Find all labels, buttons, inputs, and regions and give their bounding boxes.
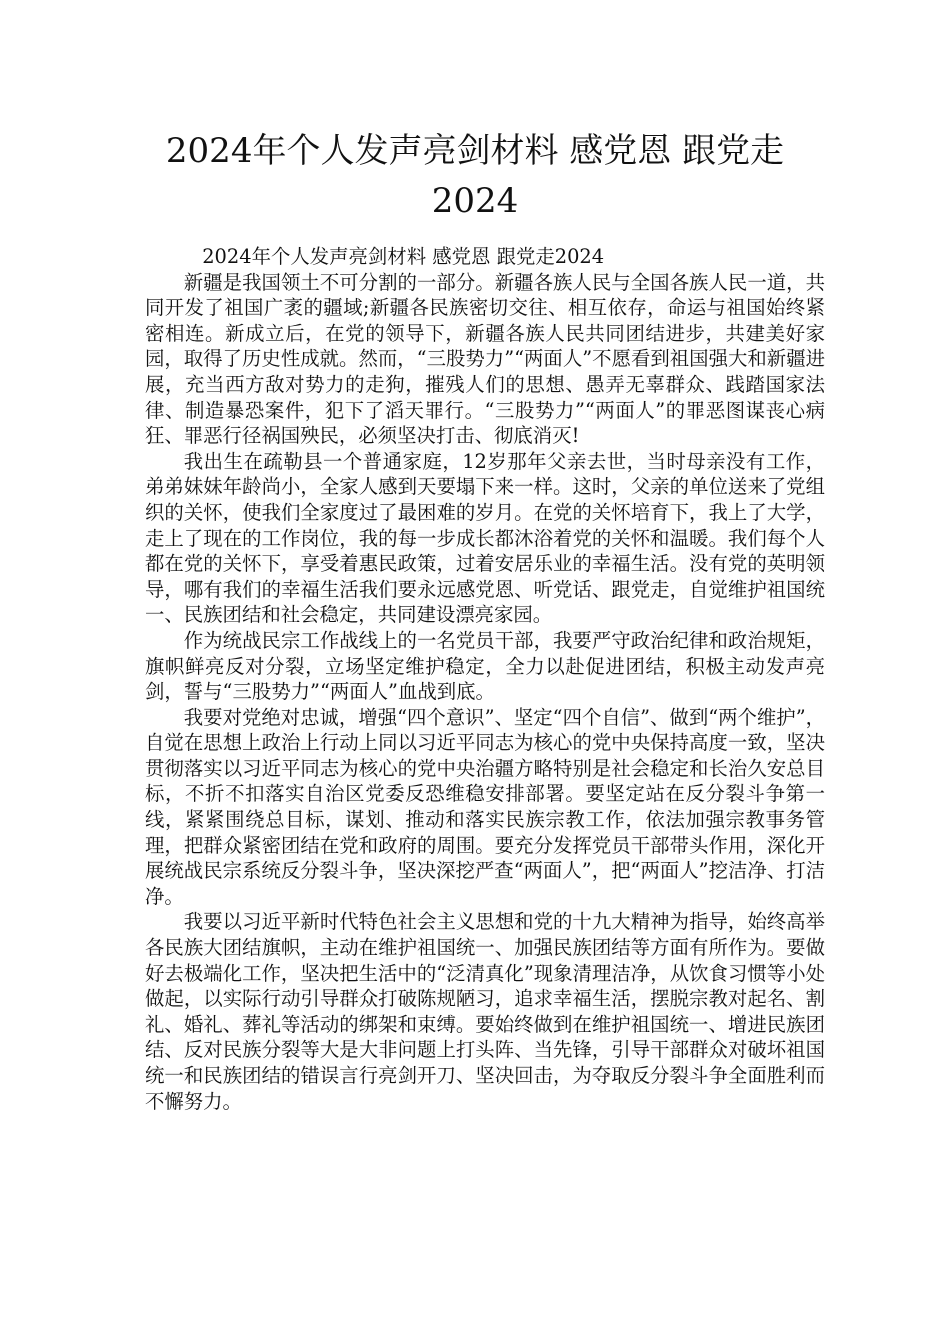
document-body	[145, 244, 825, 1114]
paragraph: 新疆是我国领土不可分割的一部分。新疆各族人民与全国各族人民一道，共同开发了祖国广袤的疆域;新疆各民族密切交往、相互依存，命运与祖国始终紧密相连。新成立后，在党的领导下，新疆各族人民共同团结进步，共建美好家园，取得了历史性成就。然而，“三股势力”“两面人”不愿看到祖国强大和新疆进展，充当西方敌对势力的走狗，摧残人们的思想、愚弄无辜群众、践踏国家法律、制造暴恐案件，犯下了滔天罪行。“三股势力”“两面人”的罪恶图谋丧心病狂、罪恶行径祸国殃民，必须坚决打击、彻底消灭!	[145, 270, 825, 448]
paragraph: 我要对党绝对忠诚，增强“四个意识”、坚定“四个自信”、做到“两个维护”，自觉在思想上政治上行动上同以习近平同志为核心的党中央保持高度一致，坚决贯彻落实以习近平同志为核心的党中央治疆方略特别是社会稳定和长治久安总目标，不折不扣落实自治区党委反恐维稳安排部署。要坚定站在反分裂斗争第一线，紧紧围绕总目标，谋划、推动和落实民族宗教工作，依法加强宗教事务管理，把群众紧密团结在党和政府的周围。要充分发挥党员干部带头作用，深化开展统战民宗系统反分裂斗争，坚决深挖严查“两面人”，把“两面人”挖洁净、打洁净。	[145, 705, 825, 908]
paragraph: 作为统战民宗工作战线上的一名党员干部，我要严守政治纪律和政治规矩，旗帜鲜亮反对分裂，立场坚定维护稳定，全力以赴促进团结，积极主动发声亮剑，誓与“三股势力”“两面人”血战到底。	[145, 628, 825, 704]
document-subtitle: 2024年个人发声亮剑材料 感党恩 跟党走2024	[202, 245, 605, 268]
document-title	[120, 126, 830, 226]
paragraph: 我要以习近平新时代特色社会主义思想和党的十九大精神为指导，始终高举各民族大团结旗帜，主动在维护祖国统一、加强民族团结等方面有所作为。要做好去极端化工作，坚决把生活中的“泛清真化”现象清理洁净，从饮食习惯等小处做起，以实际行动引导群众打破陈规陋习，追求幸福生活，摆脱宗教对起名、割礼、婚礼、葬礼等活动的绑架和束缚。要始终做到在维护祖国统一、增进民族团结、反对民族分裂等大是大非问题上打头阵、当先锋，引导干部群众对破坏祖国统一和民族团结的错误言行亮剑开刀、坚决回击，为夺取反分裂斗争全面胜利而不懈努力。	[145, 910, 825, 1113]
paragraph: 我出生在疏勒县一个普通家庭，12岁那年父亲去世，当时母亲没有工作，弟弟妹妹年龄尚小，全家人感到天要塌下来一样。这时，父亲的单位送来了党组织的关怀，使我们全家度过了最困难的岁月。在党的关怀培育下，我上了大学，走上了现在的工作岗位，我的每一步成长都沐浴着党的关怀和温暖。我们每个人都在党的关怀下，享受着惠民政策，过着安居乐业的幸福生活。没有党的英明领导，哪有我们的幸福生活我们要永远感党恩、听党话、跟党走，自觉维护祖国统一、民族团结和社会稳定，共同建设漂亮家园。	[145, 449, 825, 627]
title-line-2: 2024	[431, 181, 519, 221]
title-line-1: 2024年个人发声亮剑材料 感党恩 跟党走	[165, 131, 785, 171]
